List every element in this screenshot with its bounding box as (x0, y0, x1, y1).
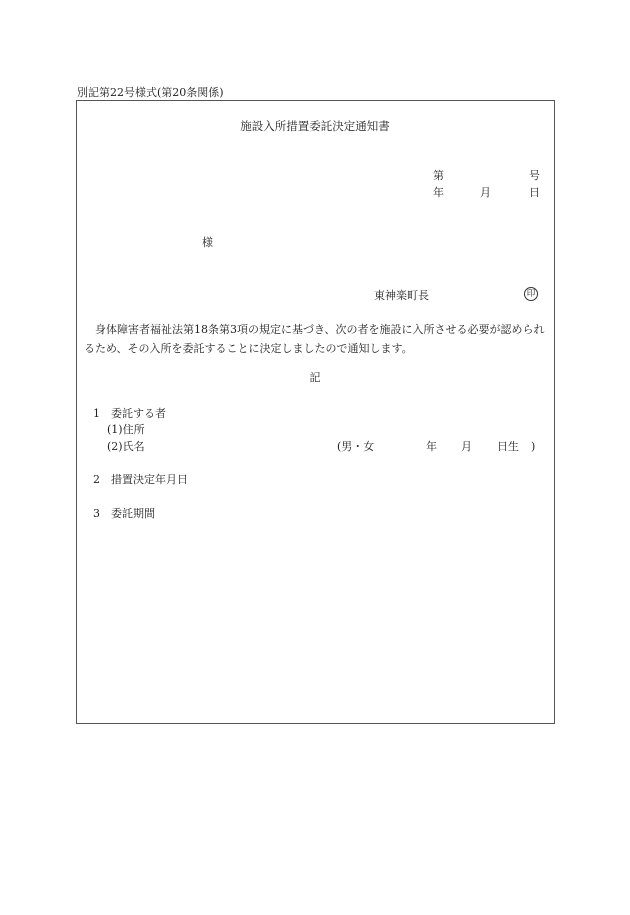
sex-choice: (男・女 (337, 440, 375, 453)
number-suffix: 号 (529, 169, 540, 182)
notice-body: 身体障害者福祉法第18条第3項の規定に基づき、次の者を施設に入所させる必要が認められるため、その入所を委託することに決定しましたので通知します。 (84, 323, 545, 355)
item-3-number: 3 (93, 507, 100, 520)
item-3-label: 委託期間 (111, 507, 155, 520)
item-2-number: 2 (93, 473, 100, 486)
item-2-label: 措置決定年月日 (111, 473, 188, 486)
birth-day-label: 日生 (497, 440, 519, 453)
number-prefix: 第 (433, 169, 444, 182)
ki-heading: 記 (309, 371, 321, 384)
item-1-label: 委託する者 (111, 407, 166, 420)
form-reference: 別記第22号様式(第20条関係) (77, 86, 224, 99)
date-year-label: 年 (433, 186, 444, 199)
document-title: 施設入所措置委託決定通知書 (240, 119, 390, 133)
date-month-label: 月 (480, 186, 491, 199)
birth-year-label: 年 (426, 440, 437, 453)
addressee-honorific: 様 (202, 236, 213, 249)
subitem-name: (2)氏名 (107, 440, 145, 453)
subitem-address: (1)住所 (107, 423, 145, 436)
item-1-number: 1 (93, 407, 100, 420)
close-paren: ) (531, 440, 536, 453)
birth-month-label: 月 (461, 440, 472, 453)
issuer-name: 東神楽町長 (374, 289, 429, 302)
date-day-label: 日 (529, 186, 540, 199)
seal-icon: 印 (524, 287, 538, 301)
